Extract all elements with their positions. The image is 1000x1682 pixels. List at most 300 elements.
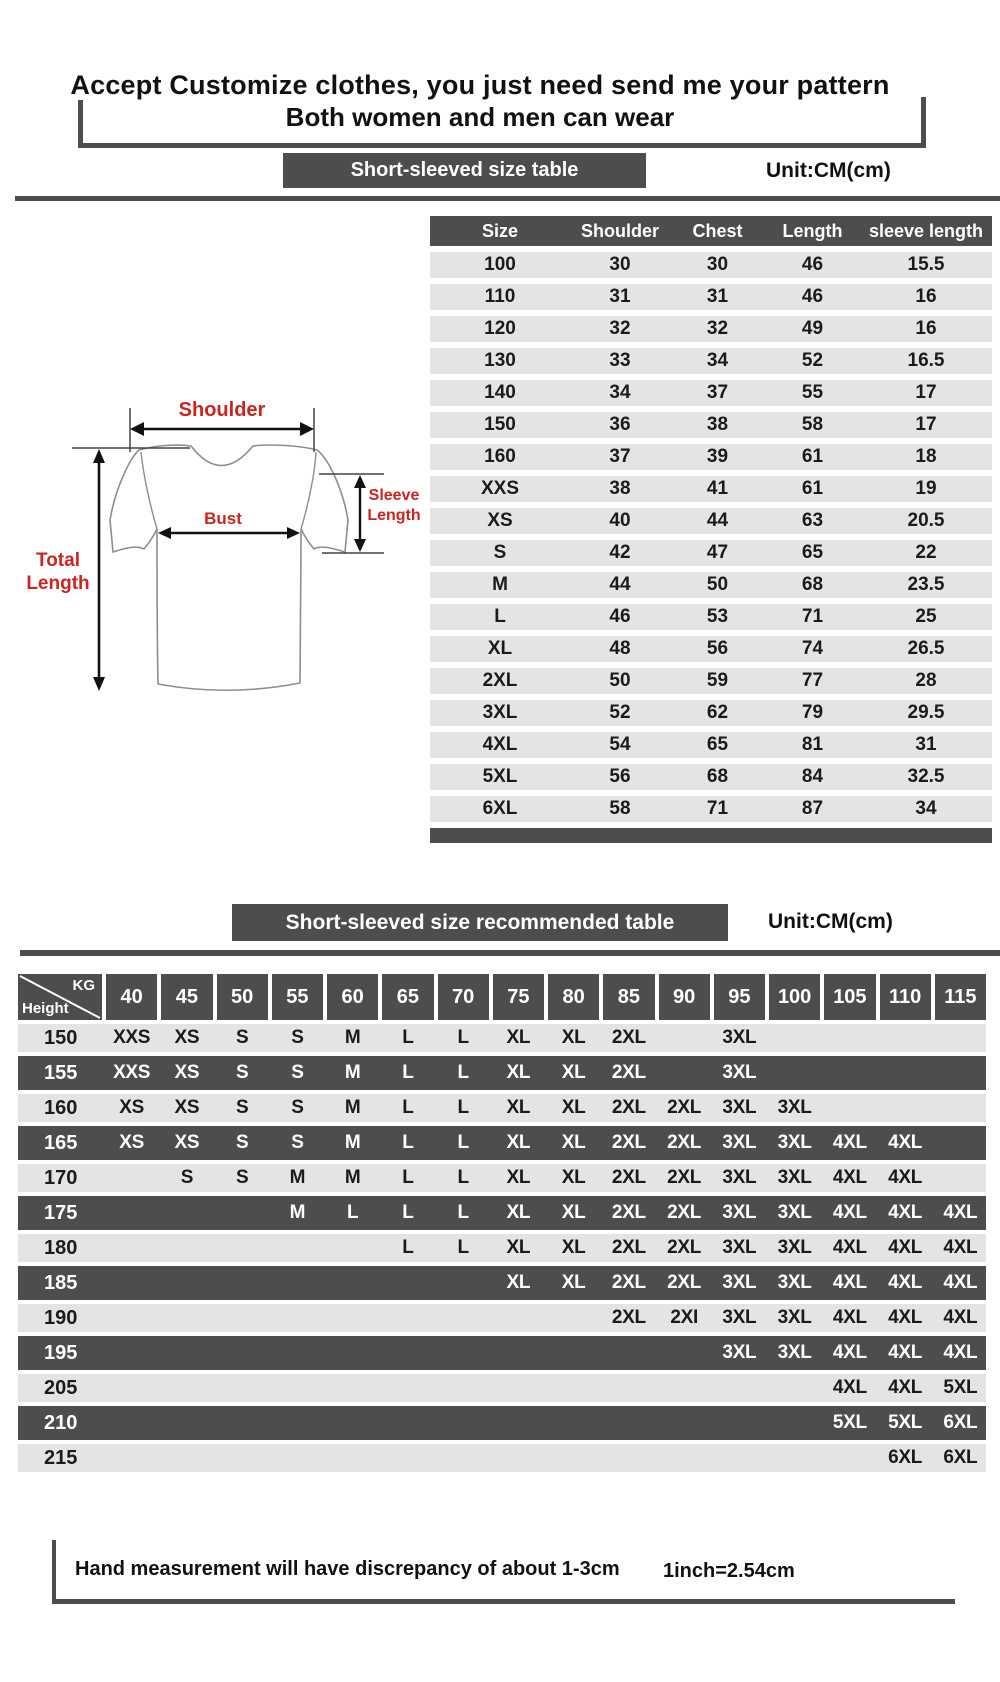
height-label-cell: 210 [44,1411,78,1434]
size-table-row [430,796,992,822]
size-recommendation-cell: L [457,1132,469,1153]
size-recommendation-cell: 4XL [888,1132,923,1153]
measurement-cell: 38 [706,414,729,435]
measurement-cell: 54 [609,734,631,755]
size-recommendation-cell: XL [561,1272,586,1293]
sleeve-arrowhead-bottom [354,539,366,552]
size-recommendation-cell: M [289,1167,306,1188]
size-recommendation-cell: 2XL [667,1272,702,1293]
size-recommendation-cell: 4XL [832,1237,867,1258]
measurement-cell: 32.5 [907,766,945,787]
bust-arrowhead-right [287,527,300,539]
size-recommendation-cell: 3XL [722,1097,757,1118]
measurement-cell: 87 [801,798,824,819]
column-header-shoulder: Shoulder [580,221,659,241]
measurement-cell: 65 [801,542,824,563]
size-recommendation-cell: M [344,1132,361,1153]
size-recommendation-cell: XL [506,1062,531,1083]
measurement-cell: 71 [706,798,729,819]
size-recommendation-cell: 4XL [832,1342,867,1363]
size-recommendation-cell: XL [561,1062,586,1083]
measurement-cell: 68 [801,574,824,595]
size-recommendation-cell: XL [506,1027,531,1048]
size-table-row [430,508,992,534]
measurement-cell: 55 [801,382,824,403]
recommend-table-row [18,1125,986,1160]
size-cell: XS [487,510,513,531]
size-recommendation-cell: XL [506,1202,531,1223]
size-recommendation-cell: 4XL [832,1307,867,1328]
recommend-table-row [18,1335,986,1370]
measurement-cell: 59 [706,670,729,691]
measurement-cell: 47 [706,542,729,563]
size-table-row [430,732,992,758]
kg-column-header: 75 [493,974,544,1020]
size-recommendation-cell: S [235,1097,249,1118]
measurement-cell: 61 [801,446,824,467]
size-recommendation-cell: S [291,1097,304,1118]
size-recommendation-cell: 2XI [670,1307,698,1328]
height-label-cell: 185 [44,1271,78,1294]
measurement-cell: 79 [801,702,824,723]
size-recommendation-cell: L [457,1027,469,1048]
size-recommendation-cell: XL [561,1097,586,1118]
measurement-cell: 49 [801,318,824,339]
size-recommendation-cell: M [344,1167,361,1188]
size-table-row [430,380,992,406]
recommend-table [18,974,986,1475]
height-label-cell: 180 [44,1236,78,1259]
measurement-cell: 32 [706,318,729,339]
kg-column-header: 105 [824,974,875,1020]
size-recommendation-cell: L [457,1237,469,1258]
size-cell: 120 [484,318,516,339]
measurement-cell: 58 [801,414,824,435]
size-cell: L [494,606,506,627]
measurement-cell: 16 [915,318,937,339]
size-cell: XL [487,638,513,659]
recommend-table-row [18,1265,986,1300]
size-recommendation-cell: 4XL [943,1272,978,1293]
size-recommendation-cell: XXS [113,1062,151,1083]
size-recommendation-cell: 4XL [832,1202,867,1223]
size-recommendation-cell: 4XL [888,1167,923,1188]
size-recommendation-cell: 4XL [888,1272,923,1293]
kg-column-header: 85 [603,974,654,1020]
size-recommendation-cell: L [457,1202,469,1223]
note-left-line [52,1540,56,1602]
measurement-cell: 46 [609,606,631,627]
size-recommendation-cell: 2XL [611,1202,646,1223]
measurement-cell: 30 [706,254,729,275]
size-cell: 2XL [482,670,518,691]
size-recommendation-cell: 2XL [667,1167,702,1188]
size-table-row [430,348,992,374]
size-recommendation-cell: L [402,1097,414,1118]
size-recommendation-cell: L [402,1237,414,1258]
kg-column-header: 70 [438,974,489,1020]
tshirt-measurement-diagram [10,352,430,702]
kg-column-header: 80 [548,974,599,1020]
recommend-table-row [18,1405,986,1440]
measurement-cell: 19 [915,478,937,499]
size-recommendation-cell: 4XL [943,1237,978,1258]
size-recommendation-cell: S [291,1062,304,1083]
size-recommendation-cell: 3XL [777,1097,812,1118]
height-label-cell: 195 [44,1341,78,1364]
size-recommendation-cell: 3XL [722,1132,757,1153]
size-recommendation-cell: 4XL [888,1237,923,1258]
measurement-cell: 56 [706,638,729,659]
size-recommendation-cell: S [235,1132,249,1153]
recommend-table-row [18,1195,986,1230]
shoulder-label: Shoulder [178,399,266,421]
measurement-cell: 31 [915,734,937,755]
height-label-cell: 160 [44,1096,78,1119]
size-recommendation-cell: S [235,1167,249,1188]
size-recommendation-cell: 6XL [888,1447,923,1468]
total-length-arrowhead-bottom [93,677,105,691]
size-recommendation-cell: S [235,1027,249,1048]
recommend-table-header-row [18,974,986,1020]
measurement-cell: 44 [706,510,729,531]
size-table-row [430,700,992,726]
corner-cell [18,974,102,1020]
size-recommendation-cell: XL [561,1132,586,1153]
size-recommendation-cell: L [402,1202,414,1223]
size-recommendation-cell: 4XL [888,1377,923,1398]
kg-column-header: 55 [272,974,323,1020]
size-table-row [430,572,992,598]
measurement-cell: 23.5 [907,574,945,595]
column-header-length: Length [782,221,843,241]
size-table-row [430,604,992,630]
size-cell: 6XL [482,798,518,819]
measurement-cell: 65 [706,734,729,755]
size-table-row [430,668,992,694]
divider-2 [20,950,1000,956]
measurement-cell: 40 [609,510,631,531]
measurement-cell: 28 [915,670,937,691]
kg-column-header: 90 [659,974,710,1020]
measurement-cell: 84 [801,766,824,787]
size-recommendation-cell: 4XL [832,1132,867,1153]
measurement-cell: 26.5 [907,638,945,659]
size-recommendation-cell: 5XL [832,1412,867,1433]
size-recommendation-cell: 2XL [667,1237,702,1258]
total-length-label-line2: Length [26,573,90,594]
size-recommendation-cell: 3XL [777,1132,812,1153]
size-recommendation-cell: XL [506,1237,531,1258]
measurement-cell: 81 [801,734,824,755]
recommend-table-row [18,1370,986,1405]
total-length-arrowhead-top [93,449,105,463]
size-cell: 4XL [482,734,518,755]
size-table-row [430,540,992,566]
size-cell: 100 [484,254,516,275]
size-recommendation-cell: XS [174,1062,200,1083]
size-cell: M [492,574,508,595]
size-table-row [430,444,992,470]
size-recommendation-cell: M [344,1027,361,1048]
kg-column-header: 65 [382,974,433,1020]
size-recommendation-cell: S [180,1167,194,1188]
size-recommendation-cell: 3XL [777,1272,812,1293]
size-recommendation-cell: L [402,1132,414,1153]
kg-column-header: 40 [106,974,157,1020]
measurement-cell: 52 [609,702,631,723]
size-recommendation-cell: L [457,1167,469,1188]
size-table-banner: Short-sleeved size table [283,153,646,188]
size-recommendation-cell: 4XL [888,1342,923,1363]
header-bracket-right [921,97,926,148]
kg-column-header: 50 [217,974,268,1020]
column-header-chest: Chest [692,221,743,241]
header-title-line1: Accept Customize clothes, you just need send me your pattern [70,70,890,100]
measurement-cell: 34 [609,382,631,403]
size-recommendation-cell: XL [561,1237,586,1258]
sleeve-seam-right [301,452,316,529]
size-table-row [430,284,992,310]
measurement-cell: 34 [915,798,937,819]
measurement-cell: 33 [609,350,631,371]
size-recommendation-cell: XL [561,1167,586,1188]
inch-conversion-note: 1inch=2.54cm [663,1560,795,1582]
size-recommendation-cell: 3XL [722,1307,757,1328]
size-recommendation-cell: 3XL [722,1202,757,1223]
divider-1 [15,196,1000,201]
size-recommendation-cell: 6XL [943,1412,978,1433]
size-recommendation-cell: 2XL [611,1027,646,1048]
size-table-header-row [430,216,992,246]
recommend-table-row [18,1020,986,1055]
size-table-row [430,476,992,502]
measurement-cell: 46 [801,286,824,307]
measurement-cell: 15.5 [907,254,945,275]
sleeve-length-label-line2: Length [367,507,421,524]
size-recommendation-cell: 3XL [722,1062,757,1083]
measurement-cell: 56 [609,766,631,787]
height-label-cell: 215 [44,1446,78,1469]
measurement-cell: 74 [801,638,824,659]
measurement-cell: 31 [609,286,631,307]
measurement-cell: 58 [609,798,631,819]
measurement-cell: 62 [706,702,729,723]
size-recommendation-cell: XL [506,1167,531,1188]
measurement-cell: 50 [706,574,729,595]
size-table-row [430,316,992,342]
measurement-cell: 48 [609,638,631,659]
measurement-cell: 16.5 [907,350,945,371]
size-cell: 130 [484,350,516,371]
header-bracket-bottom [78,143,926,148]
recommend-table-row [18,1300,986,1335]
measurement-cell: 42 [609,542,631,563]
size-recommendation-cell: XL [506,1272,531,1293]
column-header-sleeve-length: sleeve length [868,221,984,241]
kg-column-header: 110 [880,974,931,1020]
size-recommendation-cell: 3XL [777,1167,812,1188]
measurement-note: Hand measurement will have discrepancy of about 1-3cm [75,1558,620,1580]
kg-column-header: 115 [935,974,986,1020]
size-table-footer-bar [430,828,992,843]
sleeve-seam-left [141,452,157,529]
measurement-cell: 17 [915,414,937,435]
height-label-cell: 155 [44,1061,78,1084]
size-table-rows [430,252,992,822]
size-recommendation-cell: 2XL [611,1237,646,1258]
size-recommendation-cell: 3XL [722,1272,757,1293]
size-recommendation-cell: 2XL [611,1167,646,1188]
size-recommendation-cell: 6XL [943,1447,978,1468]
size-cell: 160 [484,446,516,467]
size-recommendation-cell: 2XL [611,1307,646,1328]
size-recommendation-cell: XL [561,1027,586,1048]
size-cell: 3XL [482,702,518,723]
size-cell: 150 [484,414,516,435]
measurement-cell: 32 [609,318,631,339]
measurement-cell: 68 [706,766,729,787]
bust-label: Bust [204,509,242,528]
measurement-cell: 39 [706,446,729,467]
size-recommendation-cell: L [402,1027,414,1048]
measurement-cell: 18 [915,446,937,467]
shoulder-arrowhead-left [130,422,144,436]
size-recommendation-cell: 4XL [943,1342,978,1363]
size-recommendation-cell: 2XL [611,1272,646,1293]
measurement-cell: 17 [915,382,937,403]
size-recommendation-cell: S [291,1027,304,1048]
size-recommendation-cell: 4XL [832,1272,867,1293]
size-cell: 5XL [482,766,518,787]
size-recommendation-cell: 2XL [667,1132,702,1153]
unit-label-1: Unit:CM(cm) [766,159,891,182]
size-recommendation-cell: 3XL [777,1237,812,1258]
size-recommendation-cell: M [344,1097,361,1118]
size-recommendation-cell: 4XL [888,1307,923,1328]
kg-column-header: 45 [161,974,212,1020]
height-label-cell: 205 [44,1376,78,1399]
size-recommendation-cell: XS [174,1132,200,1153]
measurement-cell: 37 [706,382,729,403]
height-label-cell: 175 [44,1201,78,1224]
size-cell: S [493,542,507,563]
recommended-table-banner: Short-sleeved size recommended table [232,904,728,941]
measurement-cell: 63 [801,510,824,531]
measurement-cell: 20.5 [907,510,945,531]
measurement-cell: 29.5 [907,702,945,723]
measurement-cell: 16 [915,286,937,307]
size-recommendation-cell: 3XL [777,1202,812,1223]
size-recommendation-cell: XL [506,1097,531,1118]
size-recommendation-cell: 4XL [943,1307,978,1328]
size-recommendation-cell: 3XL [722,1342,757,1363]
measurement-cell: 30 [609,254,631,275]
corner-kg-label: KG [72,977,95,994]
size-recommendation-cell: XXS [113,1027,151,1048]
size-recommendation-cell: XS [174,1097,200,1118]
size-recommendation-cell: 4XL [888,1202,923,1223]
size-recommendation-cell: 2XL [611,1097,646,1118]
size-recommendation-cell: 2XL [667,1097,702,1118]
size-table-row [430,764,992,790]
size-recommendation-cell: 4XL [832,1167,867,1188]
size-table-row [430,636,992,662]
column-header-size: Size [481,221,519,241]
size-recommendation-cell: 2XL [611,1062,646,1083]
size-recommendation-cell: M [344,1062,361,1083]
shoulder-arrowhead-right [300,422,314,436]
size-table-row [430,412,992,438]
size-recommendation-cell: 3XL [722,1237,757,1258]
measurement-cell: 71 [801,606,824,627]
measurement-cell: 31 [706,286,729,307]
recommend-table-row [18,1160,986,1195]
height-label-cell: 150 [44,1026,78,1049]
sleeve-length-label-line1: Sleeve [368,487,420,504]
size-recommendation-cell: XS [119,1097,144,1118]
kg-column-header: 60 [327,974,378,1020]
size-recommendation-cell: M [289,1202,306,1223]
kg-column-header: 95 [714,974,765,1020]
measurement-cell: 25 [915,606,937,627]
size-cell: XXS [480,478,520,499]
size-cell: 110 [484,286,516,307]
measurement-cell: 46 [801,254,824,275]
measurement-cell: 53 [706,606,729,627]
size-cell: 140 [484,382,516,403]
size-recommendation-cell: L [457,1062,469,1083]
size-table-row [430,252,992,278]
recommend-table-row [18,1230,986,1265]
measurement-cell: 34 [706,350,729,371]
size-recommendation-cell: 4XL [943,1202,978,1223]
measurement-cell: 44 [609,574,631,595]
measurement-cell: 22 [915,542,937,563]
size-recommendation-cell: 2XL [667,1202,702,1223]
recommend-table-row [18,1055,986,1090]
size-recommendation-cell: 5XL [943,1377,978,1398]
measurement-cell: 61 [801,478,824,499]
size-recommendation-cell: 5XL [888,1412,923,1433]
height-label-cell: 165 [44,1131,78,1154]
measurement-cell: 50 [609,670,631,691]
size-recommendation-cell: 3XL [777,1307,812,1328]
size-recommendation-cell: L [457,1097,469,1118]
kg-column-header: 100 [769,974,820,1020]
measurement-cell: 41 [706,478,729,499]
header-title-line2: Both women and men can wear [285,102,675,132]
size-recommendation-cell: XL [561,1202,586,1223]
measurement-cell: 52 [801,350,824,371]
measurement-cell: 38 [609,478,631,499]
size-recommendation-cell: XS [174,1027,200,1048]
size-recommendation-cell: XL [506,1132,531,1153]
recommend-table-row [18,1090,986,1125]
size-recommendation-cell: 3XL [777,1342,812,1363]
recommend-table-row [18,1440,986,1475]
size-recommendation-cell: 2XL [611,1132,646,1153]
height-label-cell: 170 [44,1166,78,1189]
size-recommendation-cell: 4XL [832,1377,867,1398]
size-recommendation-cell: XS [119,1132,144,1153]
recommend-table-rows [18,1020,986,1475]
size-recommendation-cell: 3XL [722,1167,757,1188]
size-recommendation-cell: L [346,1202,359,1223]
measurement-cell: 77 [801,670,824,691]
size-table [430,216,992,843]
unit-label-2: Unit:CM(cm) [768,910,893,933]
